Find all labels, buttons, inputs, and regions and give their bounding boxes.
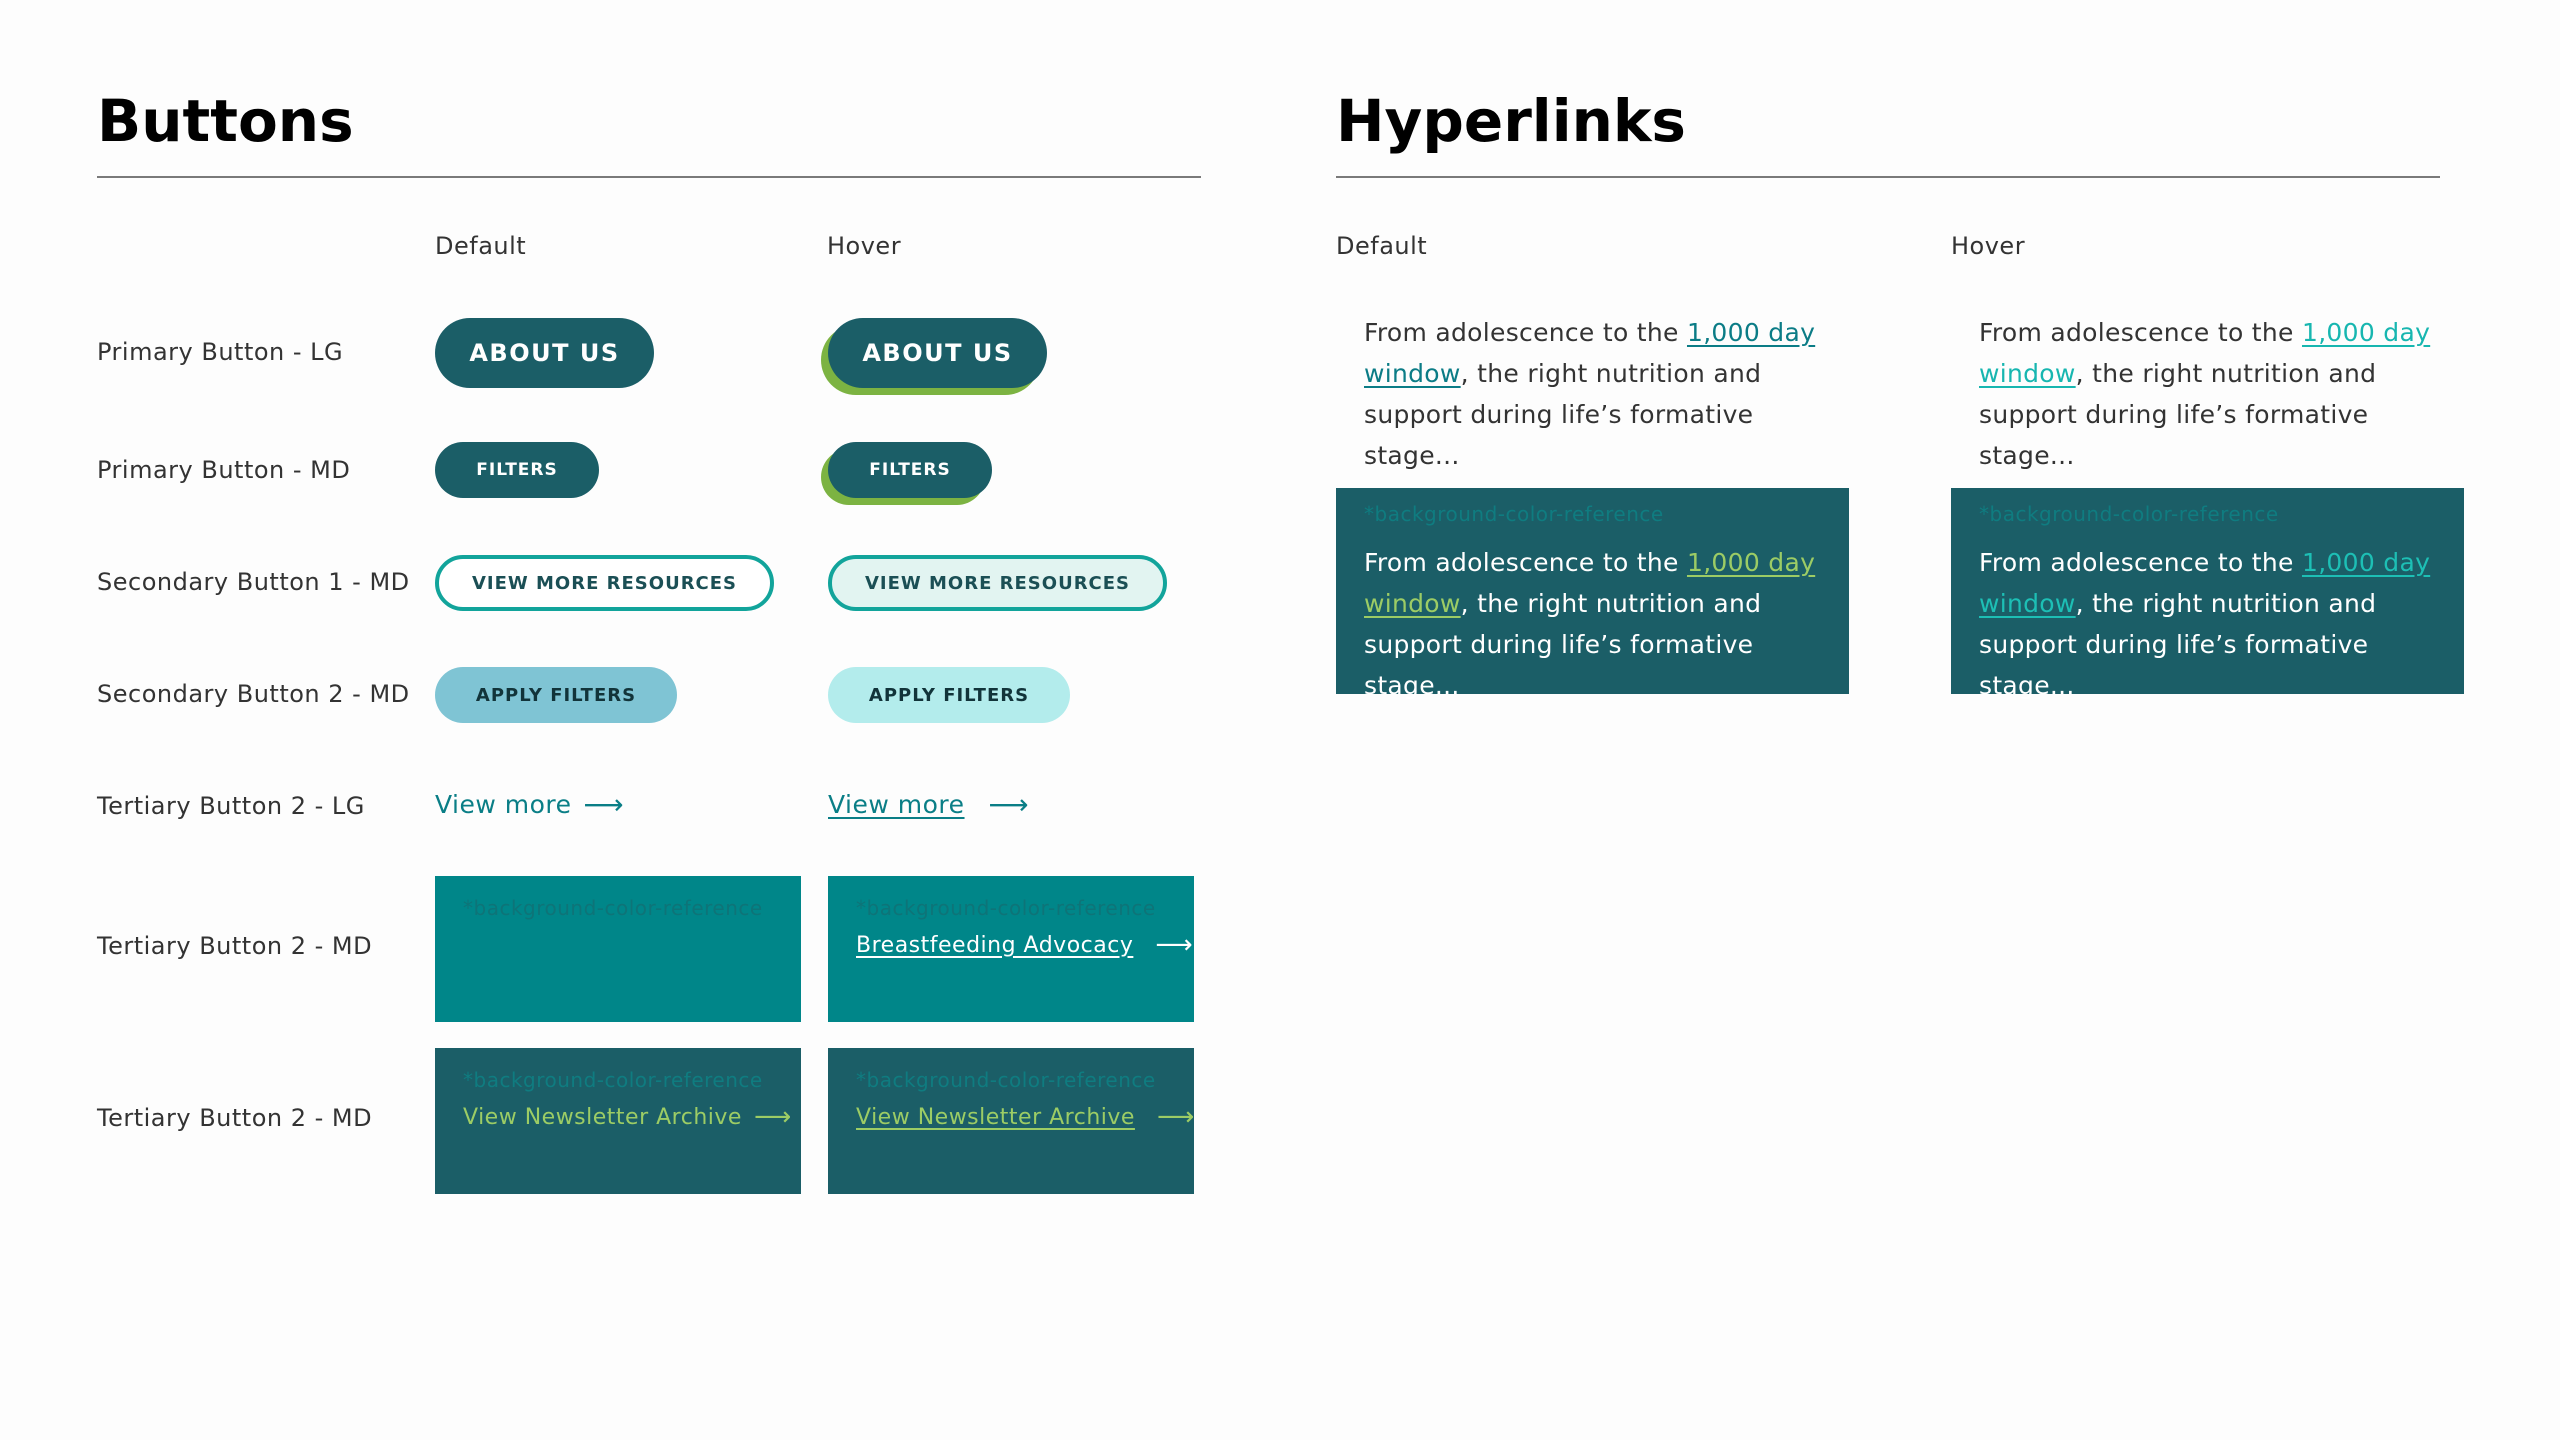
hyperlink-paragraph-default-dark (1364, 542, 1854, 706)
arrow-right-icon: ⟶ (753, 1102, 792, 1132)
background-color-reference-note: *background-color-reference (463, 1068, 763, 1092)
dark-background-tile-default (435, 1048, 801, 1194)
about-us-button-hover[interactable]: ABOUT US (828, 318, 1047, 388)
row-label-secondary1-md: Secondary Button 1 - MD (97, 568, 410, 596)
hyperlink-paragraph-hover-dark (1979, 542, 2469, 706)
view-more-resources-button-hover[interactable]: VIEW MORE RESOURCES (828, 555, 1167, 611)
arrow-right-icon: ⟶ (1156, 1102, 1195, 1132)
row-label-secondary2-md: Secondary Button 2 - MD (97, 680, 410, 708)
inline-link-default-dark[interactable]: 1,000 day window (1364, 548, 1816, 618)
paragraph-text: , the right nutrition and support during life’s formative stage... (1979, 359, 2377, 470)
view-more-link-default[interactable] (435, 788, 624, 821)
background-color-reference-note: *background-color-reference (463, 896, 763, 920)
dark-background-box-hover (1951, 488, 2464, 700)
breastfeeding-advocacy-label: Breastfeeding Advocacy (856, 932, 1134, 958)
paragraph-text: , the right nutrition and support during life’s formative stage... (1364, 589, 1762, 700)
buttons-divider (97, 176, 1201, 178)
paragraph-text: From adolescence to the (1979, 548, 2302, 577)
about-us-button-default[interactable]: ABOUT US (435, 318, 654, 388)
arrow-right-icon: ⟶ (583, 788, 625, 821)
row-label-tertiary-md-teal: Tertiary Button 2 - MD (97, 932, 373, 960)
buttons-default-column-header: Default (435, 232, 527, 260)
paragraph-text: From adolescence to the (1364, 318, 1687, 347)
background-color-reference-note: *background-color-reference (1979, 502, 2279, 526)
row-label-tertiary-lg: Tertiary Button 2 - LG (97, 792, 365, 820)
hyperlink-paragraph-hover-light (1979, 312, 2469, 476)
view-newsletter-archive-label: View Newsletter Archive (856, 1104, 1135, 1130)
inline-link-hover[interactable]: 1,000 day window (1979, 318, 2431, 388)
view-more-link-hover[interactable] (828, 788, 1029, 821)
breastfeeding-advocacy-link-hover[interactable] (856, 930, 1193, 960)
arrow-right-icon: ⟶ (988, 788, 1030, 821)
dark-background-box-default (1336, 488, 1849, 700)
hyperlinks-hover-column-header: Hover (1951, 232, 2026, 260)
paragraph-text: From adolescence to the (1979, 318, 2302, 347)
view-newsletter-archive-link-default[interactable] (463, 1102, 792, 1132)
view-more-resources-button-default[interactable]: VIEW MORE RESOURCES (435, 555, 774, 611)
view-newsletter-archive-link-hover[interactable] (856, 1102, 1195, 1132)
row-label-primary-lg: Primary Button - LG (97, 338, 344, 366)
buttons-hover-column-header: Hover (827, 232, 902, 260)
hyperlinks-default-column-header: Default (1336, 232, 1428, 260)
paragraph-text: From adolescence to the (1364, 548, 1687, 577)
inline-link-hover-dark[interactable]: 1,000 day window (1979, 548, 2431, 618)
filters-button-default[interactable]: FILTERS (435, 442, 599, 498)
apply-filters-button-hover[interactable]: APPLY FILTERS (828, 667, 1070, 723)
row-label-tertiary-md-dark: Tertiary Button 2 - MD (97, 1104, 373, 1132)
hyperlinks-section-title: Hyperlinks (1336, 87, 1686, 155)
filters-button-hover[interactable]: FILTERS (828, 442, 992, 498)
teal-background-tile-hover (828, 876, 1194, 1022)
paragraph-text: , the right nutrition and support during life’s formative stage... (1979, 589, 2377, 700)
row-label-primary-md: Primary Button - MD (97, 456, 351, 484)
background-color-reference-note: *background-color-reference (856, 1068, 1156, 1092)
teal-background-tile-default (435, 876, 801, 1022)
dark-background-tile-hover (828, 1048, 1194, 1194)
apply-filters-button-default[interactable]: APPLY FILTERS (435, 667, 677, 723)
buttons-section-title: Buttons (97, 87, 354, 155)
view-more-link-label: View more (435, 790, 572, 819)
hyperlink-paragraph-default-light (1364, 312, 1854, 476)
paragraph-text: , the right nutrition and support during life’s formative stage... (1364, 359, 1762, 470)
background-color-reference-note: *background-color-reference (1364, 502, 1664, 526)
view-more-link-label: View more (828, 790, 965, 819)
background-color-reference-note: *background-color-reference (856, 896, 1156, 920)
view-newsletter-archive-label: View Newsletter Archive (463, 1104, 742, 1130)
hyperlinks-divider (1336, 176, 2440, 178)
inline-link-default[interactable]: 1,000 day window (1364, 318, 1816, 388)
arrow-right-icon: ⟶ (1155, 930, 1194, 960)
